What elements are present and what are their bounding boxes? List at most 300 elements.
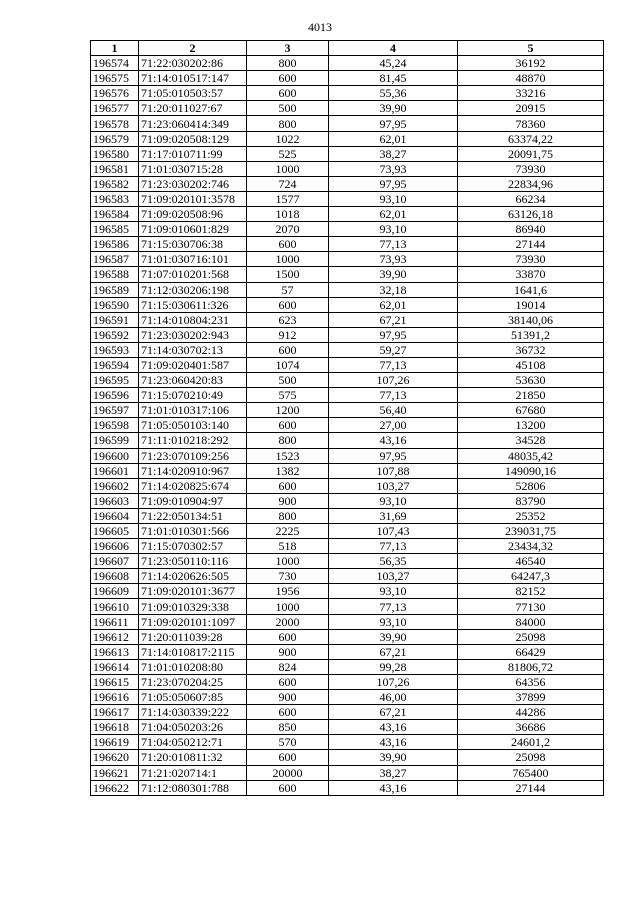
table-cell: 71:04:050212:71 bbox=[139, 735, 247, 750]
table-row bbox=[91, 448, 604, 463]
table-cell: 71:09:020401:587 bbox=[139, 357, 247, 372]
table-cell: 103,27 bbox=[329, 569, 458, 584]
table-cell: 48870 bbox=[458, 71, 604, 86]
table-cell: 73,93 bbox=[329, 161, 458, 176]
table-cell: 71:14:030702:13 bbox=[139, 342, 247, 357]
table-cell: 600 bbox=[247, 71, 329, 86]
table-cell: 71:23:030202:746 bbox=[139, 176, 247, 191]
table-cell: 46,00 bbox=[329, 690, 458, 705]
table-cell: 46540 bbox=[458, 554, 604, 569]
table-cell: 575 bbox=[247, 388, 329, 403]
table-cell: 71:20:010811:32 bbox=[139, 750, 247, 765]
table-cell: 196602 bbox=[91, 478, 139, 493]
table-cell: 32,18 bbox=[329, 282, 458, 297]
table-row bbox=[91, 569, 604, 584]
table-cell: 1074 bbox=[247, 357, 329, 372]
table-cell: 196603 bbox=[91, 493, 139, 508]
table-cell: 71:07:010201:568 bbox=[139, 267, 247, 282]
table-cell: 55,36 bbox=[329, 86, 458, 101]
table-body bbox=[91, 56, 604, 796]
column-header: 5 bbox=[458, 41, 604, 56]
table-cell: 1577 bbox=[247, 191, 329, 206]
table-row bbox=[91, 614, 604, 629]
table-cell: 1000 bbox=[247, 599, 329, 614]
table-cell: 196577 bbox=[91, 101, 139, 116]
table-cell: 77,13 bbox=[329, 599, 458, 614]
table-cell: 107,26 bbox=[329, 373, 458, 388]
table-cell: 71:14:010817:2115 bbox=[139, 644, 247, 659]
table-cell: 64356 bbox=[458, 674, 604, 689]
table-cell: 71:04:050203:26 bbox=[139, 720, 247, 735]
table-cell: 71:01:030716:101 bbox=[139, 252, 247, 267]
table-cell: 21850 bbox=[458, 388, 604, 403]
table-cell: 45108 bbox=[458, 357, 604, 372]
table-cell: 71:15:030706:38 bbox=[139, 237, 247, 252]
table-cell: 71:15:070210:49 bbox=[139, 388, 247, 403]
table-cell: 63126,18 bbox=[458, 207, 604, 222]
table-cell: 25352 bbox=[458, 508, 604, 523]
table-cell: 71:14:030339:222 bbox=[139, 705, 247, 720]
table-cell: 82152 bbox=[458, 584, 604, 599]
table-cell: 196576 bbox=[91, 86, 139, 101]
table-cell: 71:14:020825:674 bbox=[139, 478, 247, 493]
table-row bbox=[91, 539, 604, 554]
table-cell: 196606 bbox=[91, 539, 139, 554]
column-header: 2 bbox=[139, 41, 247, 56]
table-cell: 67,21 bbox=[329, 644, 458, 659]
table-cell: 196578 bbox=[91, 116, 139, 131]
table-row bbox=[91, 493, 604, 508]
table-cell: 71:09:020101:3578 bbox=[139, 191, 247, 206]
table-cell: 600 bbox=[247, 780, 329, 795]
table-cell: 196599 bbox=[91, 433, 139, 448]
table-row bbox=[91, 357, 604, 372]
table-cell: 67,21 bbox=[329, 312, 458, 327]
table-cell: 500 bbox=[247, 373, 329, 388]
table-row bbox=[91, 222, 604, 237]
table-cell: 19014 bbox=[458, 297, 604, 312]
table-cell: 51391,2 bbox=[458, 327, 604, 342]
table-cell: 196616 bbox=[91, 690, 139, 705]
page-number: 4013 bbox=[308, 20, 332, 34]
table-cell: 37899 bbox=[458, 690, 604, 705]
table-cell: 59,27 bbox=[329, 342, 458, 357]
table-cell: 196580 bbox=[91, 146, 139, 161]
table-cell: 67680 bbox=[458, 403, 604, 418]
table-cell: 20915 bbox=[458, 101, 604, 116]
table-cell: 38,27 bbox=[329, 765, 458, 780]
table-cell: 107,26 bbox=[329, 674, 458, 689]
table-row bbox=[91, 252, 604, 267]
table-cell: 71:20:011027:67 bbox=[139, 101, 247, 116]
table-row bbox=[91, 674, 604, 689]
table-cell: 86940 bbox=[458, 222, 604, 237]
table-cell: 20000 bbox=[247, 765, 329, 780]
table-row bbox=[91, 629, 604, 644]
table-cell: 196585 bbox=[91, 222, 139, 237]
table-cell: 196596 bbox=[91, 388, 139, 403]
table-cell: 850 bbox=[247, 720, 329, 735]
table-cell: 78360 bbox=[458, 116, 604, 131]
table-cell: 623 bbox=[247, 312, 329, 327]
table-row bbox=[91, 207, 604, 222]
table-cell: 39,90 bbox=[329, 750, 458, 765]
table-cell: 77,13 bbox=[329, 388, 458, 403]
table-cell: 83790 bbox=[458, 493, 604, 508]
table-cell: 93,10 bbox=[329, 584, 458, 599]
table-cell: 800 bbox=[247, 116, 329, 131]
table-cell: 600 bbox=[247, 342, 329, 357]
table-cell: 71:23:030202:943 bbox=[139, 327, 247, 342]
header-row bbox=[91, 41, 604, 56]
table-row bbox=[91, 403, 604, 418]
table-cell: 71:23:070204:25 bbox=[139, 674, 247, 689]
table-cell: 25098 bbox=[458, 750, 604, 765]
table-cell: 518 bbox=[247, 539, 329, 554]
table-cell: 1000 bbox=[247, 161, 329, 176]
table-cell: 71:05:050103:140 bbox=[139, 418, 247, 433]
table-cell: 196609 bbox=[91, 584, 139, 599]
table-cell: 196575 bbox=[91, 71, 139, 86]
table-row bbox=[91, 267, 604, 282]
column-header: 4 bbox=[329, 41, 458, 56]
table-cell: 900 bbox=[247, 690, 329, 705]
table-cell: 71:17:010711:99 bbox=[139, 146, 247, 161]
table-row bbox=[91, 116, 604, 131]
table-cell: 77130 bbox=[458, 599, 604, 614]
table-cell: 600 bbox=[247, 478, 329, 493]
table-cell: 99,28 bbox=[329, 659, 458, 674]
table-cell: 196600 bbox=[91, 448, 139, 463]
table-cell: 800 bbox=[247, 56, 329, 71]
table-cell: 196621 bbox=[91, 765, 139, 780]
table-cell: 149090,16 bbox=[458, 463, 604, 478]
table-cell: 196582 bbox=[91, 176, 139, 191]
table-cell: 48035,42 bbox=[458, 448, 604, 463]
table-cell: 600 bbox=[247, 629, 329, 644]
table-cell: 1018 bbox=[247, 207, 329, 222]
table-cell: 107,88 bbox=[329, 463, 458, 478]
table-cell: 196595 bbox=[91, 373, 139, 388]
table-cell: 45,24 bbox=[329, 56, 458, 71]
table-cell: 52806 bbox=[458, 478, 604, 493]
table-cell: 33870 bbox=[458, 267, 604, 282]
table-cell: 97,95 bbox=[329, 327, 458, 342]
table-cell: 1500 bbox=[247, 267, 329, 282]
table-cell: 1641,6 bbox=[458, 282, 604, 297]
table-row bbox=[91, 146, 604, 161]
table-cell: 71:01:010317:106 bbox=[139, 403, 247, 418]
table-cell: 93,10 bbox=[329, 614, 458, 629]
table-cell: 196614 bbox=[91, 659, 139, 674]
table-cell: 900 bbox=[247, 493, 329, 508]
table-cell: 71:09:010904:97 bbox=[139, 493, 247, 508]
table-cell: 2225 bbox=[247, 524, 329, 539]
table-row bbox=[91, 750, 604, 765]
column-header: 1 bbox=[91, 41, 139, 56]
table-cell: 97,95 bbox=[329, 116, 458, 131]
table-row bbox=[91, 584, 604, 599]
table-cell: 43,16 bbox=[329, 780, 458, 795]
table-cell: 196613 bbox=[91, 644, 139, 659]
table-cell: 71:09:020101:1097 bbox=[139, 614, 247, 629]
table-cell: 196574 bbox=[91, 56, 139, 71]
table-cell: 196587 bbox=[91, 252, 139, 267]
table-cell: 600 bbox=[247, 674, 329, 689]
table-cell: 25098 bbox=[458, 629, 604, 644]
table-row bbox=[91, 644, 604, 659]
table-row bbox=[91, 342, 604, 357]
table-cell: 33216 bbox=[458, 86, 604, 101]
table-cell: 34528 bbox=[458, 433, 604, 448]
table-cell: 93,10 bbox=[329, 222, 458, 237]
table-cell: 1000 bbox=[247, 554, 329, 569]
table-cell: 71:23:070109:256 bbox=[139, 448, 247, 463]
table-cell: 97,95 bbox=[329, 448, 458, 463]
table-cell: 71:09:020101:3677 bbox=[139, 584, 247, 599]
table-cell: 196586 bbox=[91, 237, 139, 252]
table-cell: 196591 bbox=[91, 312, 139, 327]
table-cell: 196605 bbox=[91, 524, 139, 539]
table-cell: 71:05:010503:57 bbox=[139, 86, 247, 101]
table-row bbox=[91, 86, 604, 101]
table-row bbox=[91, 463, 604, 478]
table-row bbox=[91, 780, 604, 795]
table-cell: 71:14:020626:505 bbox=[139, 569, 247, 584]
table-cell: 56,35 bbox=[329, 554, 458, 569]
data-table bbox=[90, 40, 604, 796]
table-cell: 600 bbox=[247, 705, 329, 720]
table-cell: 39,90 bbox=[329, 629, 458, 644]
table-cell: 66429 bbox=[458, 644, 604, 659]
table-cell: 196584 bbox=[91, 207, 139, 222]
table-cell: 196608 bbox=[91, 569, 139, 584]
table-cell: 36686 bbox=[458, 720, 604, 735]
table-row bbox=[91, 101, 604, 116]
table-row bbox=[91, 237, 604, 252]
table-row bbox=[91, 131, 604, 146]
table-cell: 24601,2 bbox=[458, 735, 604, 750]
table-cell: 71:12:030206:198 bbox=[139, 282, 247, 297]
table-row bbox=[91, 659, 604, 674]
table-cell: 71:22:030202:86 bbox=[139, 56, 247, 71]
table-cell: 196579 bbox=[91, 131, 139, 146]
table-row bbox=[91, 297, 604, 312]
table-cell: 765400 bbox=[458, 765, 604, 780]
table-cell: 36192 bbox=[458, 56, 604, 71]
table-cell: 800 bbox=[247, 508, 329, 523]
table-cell: 22834,96 bbox=[458, 176, 604, 191]
table-cell: 196592 bbox=[91, 327, 139, 342]
table-cell: 196617 bbox=[91, 705, 139, 720]
table-row bbox=[91, 735, 604, 750]
table-cell: 13200 bbox=[458, 418, 604, 433]
table-cell: 23434,32 bbox=[458, 539, 604, 554]
table-cell: 66234 bbox=[458, 191, 604, 206]
table-cell: 62,01 bbox=[329, 207, 458, 222]
table-row bbox=[91, 373, 604, 388]
table-cell: 724 bbox=[247, 176, 329, 191]
table-cell: 71:22:050134:51 bbox=[139, 508, 247, 523]
table-cell: 77,13 bbox=[329, 539, 458, 554]
table-cell: 27,00 bbox=[329, 418, 458, 433]
table-cell: 20091,75 bbox=[458, 146, 604, 161]
table-row bbox=[91, 599, 604, 614]
table-cell: 196618 bbox=[91, 720, 139, 735]
table-row bbox=[91, 478, 604, 493]
table-cell: 84000 bbox=[458, 614, 604, 629]
table-row bbox=[91, 71, 604, 86]
table-row bbox=[91, 765, 604, 780]
table-row bbox=[91, 524, 604, 539]
table-row bbox=[91, 282, 604, 297]
table-cell: 196611 bbox=[91, 614, 139, 629]
table-cell: 1000 bbox=[247, 252, 329, 267]
table-cell: 71:01:010208:80 bbox=[139, 659, 247, 674]
table-cell: 239031,75 bbox=[458, 524, 604, 539]
table-cell: 44286 bbox=[458, 705, 604, 720]
table-cell: 43,16 bbox=[329, 720, 458, 735]
table-cell: 27144 bbox=[458, 780, 604, 795]
table-cell: 196601 bbox=[91, 463, 139, 478]
table-cell: 196593 bbox=[91, 342, 139, 357]
table-cell: 600 bbox=[247, 418, 329, 433]
table-cell: 570 bbox=[247, 735, 329, 750]
table-cell: 73,93 bbox=[329, 252, 458, 267]
table-cell: 53630 bbox=[458, 373, 604, 388]
table-row bbox=[91, 312, 604, 327]
table-cell: 71:15:070302:57 bbox=[139, 539, 247, 554]
table-cell: 81806,72 bbox=[458, 659, 604, 674]
table-cell: 71:01:010301:566 bbox=[139, 524, 247, 539]
table-cell: 196597 bbox=[91, 403, 139, 418]
table-row bbox=[91, 388, 604, 403]
table-cell: 196619 bbox=[91, 735, 139, 750]
table-cell: 38140,06 bbox=[458, 312, 604, 327]
table-cell: 196615 bbox=[91, 674, 139, 689]
table-cell: 196583 bbox=[91, 191, 139, 206]
table-cell: 38,27 bbox=[329, 146, 458, 161]
table-cell: 93,10 bbox=[329, 493, 458, 508]
table-cell: 2070 bbox=[247, 222, 329, 237]
table-cell: 600 bbox=[247, 750, 329, 765]
table-row bbox=[91, 191, 604, 206]
table-cell: 600 bbox=[247, 86, 329, 101]
table-row bbox=[91, 705, 604, 720]
table-cell: 103,27 bbox=[329, 478, 458, 493]
table-row bbox=[91, 508, 604, 523]
table-row bbox=[91, 433, 604, 448]
table-cell: 1200 bbox=[247, 403, 329, 418]
table-cell: 43,16 bbox=[329, 433, 458, 448]
table-cell: 71:23:050110:116 bbox=[139, 554, 247, 569]
table-cell: 97,95 bbox=[329, 176, 458, 191]
table-cell: 600 bbox=[247, 237, 329, 252]
table-cell: 1523 bbox=[247, 448, 329, 463]
table-cell: 81,45 bbox=[329, 71, 458, 86]
table-cell: 500 bbox=[247, 101, 329, 116]
table-row bbox=[91, 690, 604, 705]
table-cell: 196604 bbox=[91, 508, 139, 523]
table-cell: 1382 bbox=[247, 463, 329, 478]
table-cell: 71:12:080301:788 bbox=[139, 780, 247, 795]
table-cell: 71:14:010517:147 bbox=[139, 71, 247, 86]
table-cell: 71:09:020508:96 bbox=[139, 207, 247, 222]
table-cell: 196590 bbox=[91, 297, 139, 312]
table-cell: 67,21 bbox=[329, 705, 458, 720]
table-cell: 525 bbox=[247, 146, 329, 161]
table-cell: 196612 bbox=[91, 629, 139, 644]
table-cell: 71:09:010601:829 bbox=[139, 222, 247, 237]
table-cell: 71:11:010218:292 bbox=[139, 433, 247, 448]
table-cell: 196598 bbox=[91, 418, 139, 433]
table-cell: 600 bbox=[247, 297, 329, 312]
table-cell: 71:15:030611:326 bbox=[139, 297, 247, 312]
table-cell: 56,40 bbox=[329, 403, 458, 418]
table-cell: 71:14:020910:967 bbox=[139, 463, 247, 478]
table-cell: 27144 bbox=[458, 237, 604, 252]
table-row bbox=[91, 56, 604, 71]
table-cell: 77,13 bbox=[329, 357, 458, 372]
table-cell: 73930 bbox=[458, 252, 604, 267]
table-cell: 71:23:060420:83 bbox=[139, 373, 247, 388]
table-cell: 71:05:050607:85 bbox=[139, 690, 247, 705]
table-cell: 912 bbox=[247, 327, 329, 342]
table-cell: 64247,3 bbox=[458, 569, 604, 584]
table-cell: 196594 bbox=[91, 357, 139, 372]
table-cell: 73930 bbox=[458, 161, 604, 176]
table-row bbox=[91, 161, 604, 176]
column-header: 3 bbox=[247, 41, 329, 56]
table-cell: 71:21:020714:1 bbox=[139, 765, 247, 780]
table-cell: 2000 bbox=[247, 614, 329, 629]
table-cell: 1956 bbox=[247, 584, 329, 599]
table-cell: 43,16 bbox=[329, 735, 458, 750]
table-cell: 31,69 bbox=[329, 508, 458, 523]
table-row bbox=[91, 176, 604, 191]
table-cell: 71:09:010329:338 bbox=[139, 599, 247, 614]
table-cell: 93,10 bbox=[329, 191, 458, 206]
table-cell: 196607 bbox=[91, 554, 139, 569]
table-cell: 107,43 bbox=[329, 524, 458, 539]
table-row bbox=[91, 327, 604, 342]
table-cell: 71:14:010804:231 bbox=[139, 312, 247, 327]
table-cell: 71:09:020508:129 bbox=[139, 131, 247, 146]
table-cell: 71:23:060414:349 bbox=[139, 116, 247, 131]
table-cell: 39,90 bbox=[329, 101, 458, 116]
table-row bbox=[91, 554, 604, 569]
table-cell: 800 bbox=[247, 433, 329, 448]
table-cell: 39,90 bbox=[329, 267, 458, 282]
table-cell: 71:20:011039:28 bbox=[139, 629, 247, 644]
table-cell: 196581 bbox=[91, 161, 139, 176]
table-cell: 62,01 bbox=[329, 297, 458, 312]
table-cell: 57 bbox=[247, 282, 329, 297]
table-row bbox=[91, 418, 604, 433]
table-row bbox=[91, 720, 604, 735]
table-cell: 900 bbox=[247, 644, 329, 659]
table-cell: 1022 bbox=[247, 131, 329, 146]
table-cell: 196622 bbox=[91, 780, 139, 795]
table-cell: 63374,22 bbox=[458, 131, 604, 146]
table-cell: 77,13 bbox=[329, 237, 458, 252]
table-cell: 71:01:030715:28 bbox=[139, 161, 247, 176]
table-cell: 196610 bbox=[91, 599, 139, 614]
table-cell: 36732 bbox=[458, 342, 604, 357]
table-cell: 62,01 bbox=[329, 131, 458, 146]
table-cell: 196589 bbox=[91, 282, 139, 297]
table-cell: 196620 bbox=[91, 750, 139, 765]
